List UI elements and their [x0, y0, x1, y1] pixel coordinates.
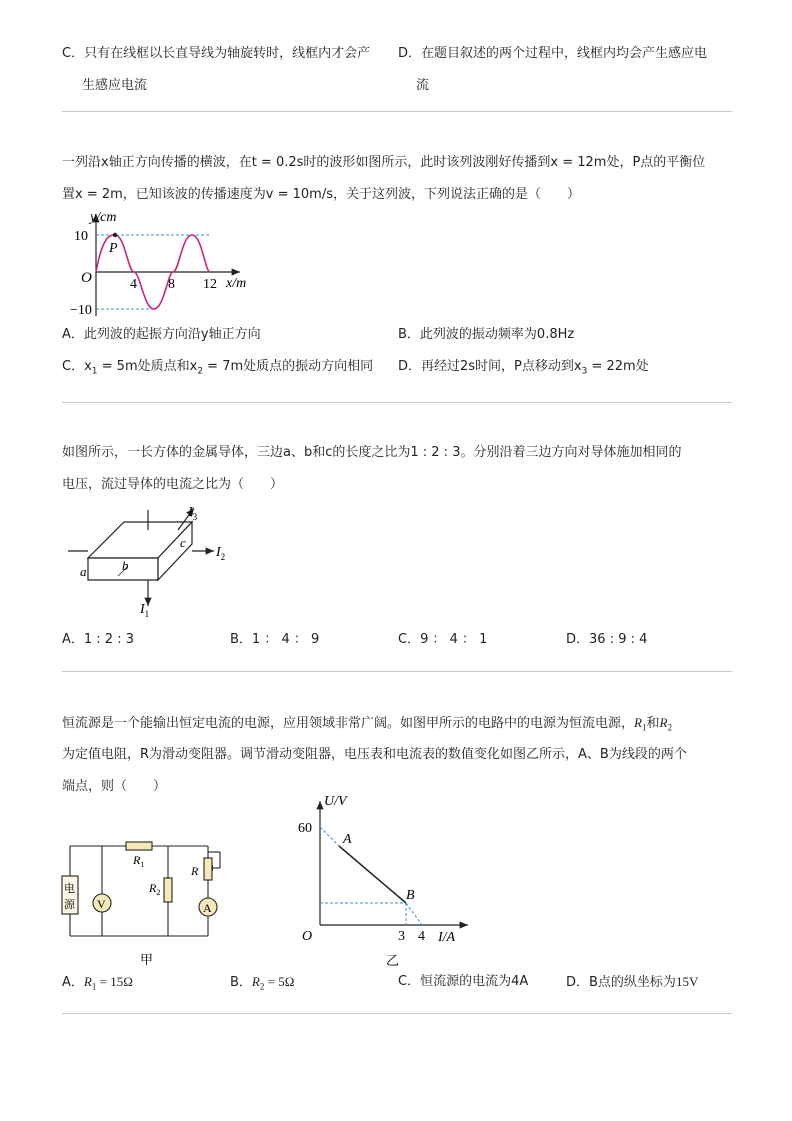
wave-y-tick-10: 10 [74, 229, 88, 244]
rheostat-r [204, 858, 212, 880]
source-option-b: B．$R_2 = 5\Omega$ [230, 974, 295, 992]
resistor-r2 [164, 878, 172, 902]
conductor-option-b: B．1 ： 4 ： 9 [230, 632, 320, 647]
circuit-caption: 甲 [140, 952, 154, 967]
wave-x-label: x/m [226, 276, 247, 291]
conductor-option-d: D．36 : 9 : 4 [566, 632, 648, 647]
edge-c-label: c [180, 535, 186, 550]
divider [62, 111, 732, 112]
source-option-a: A．$R_1 = 15\Omega$ [62, 974, 133, 992]
graph-x-tick-3: 3 [398, 929, 405, 944]
conductor-stem-line1: 如图所示，一长方体的金属导体，三边a、b和c的长度之比为1 : 2 : 3。分别沿着三边方向对导体施加相同的 [62, 445, 682, 460]
source-char-2: 源 [64, 899, 75, 911]
graph-origin: O [302, 929, 313, 944]
graph-point-a: A [343, 832, 352, 847]
wave-x-tick-8: 8 [168, 277, 175, 292]
wave-option-a: A．此列波的起振方向沿y轴正方向 [62, 327, 261, 342]
voltmeter-label: V [97, 897, 106, 911]
wave-origin: O [81, 270, 92, 286]
wave-y-tick-neg10: −10 [70, 303, 92, 318]
wave-option-d: D．再经过2s时间，P点移动到$x_3 = 22m$处 [398, 359, 649, 377]
ammeter-label: A [203, 901, 212, 915]
point-p [113, 233, 117, 237]
r2-label: $R_2$ [149, 881, 161, 897]
conductor-stem-line2: 电压，流过导体的电流之比为（ ） [62, 477, 284, 492]
wave-x-tick-4: 4 [130, 277, 137, 292]
divider [62, 1013, 732, 1014]
current-i1-label: $I_1$ [140, 602, 150, 619]
divider [62, 402, 732, 403]
graph-x-tick-4: 4 [418, 929, 425, 944]
graph-point-b: B [406, 888, 415, 903]
wave-stem-line2: 置x = 2m，已知该波的传播速度为v = 10m/s，关于这列波，下列说法正确的是（ ） [62, 187, 580, 202]
wave-stem-line1: 一列沿x轴正方向传播的横波，在t = 0.2s时的波形如图所示，此时该列波刚好传播到x = 12m处，P点的平衡位 [62, 155, 706, 170]
prev-option-c-line1: C．只有在线框以长直导线为轴旋转时，线框内才会产 [62, 46, 371, 61]
resistor-r1 [126, 842, 152, 850]
wave-figure [70, 210, 260, 322]
r1-label: $R_1$ [133, 853, 145, 869]
graph-x-label: I/A [438, 930, 456, 945]
graph-y-tick-60: 60 [298, 821, 312, 836]
wave-option-c: C．$x_1 = 5m$处质点和$x_2 = 7m$处质点的振动方向相同 [62, 359, 374, 377]
segment-ab [339, 846, 406, 903]
wave-point-p-label: P [109, 241, 118, 256]
r-label: R [191, 864, 199, 878]
wave-x-tick-12: 12 [203, 277, 217, 292]
conductor-option-a: A．1 : 2 : 3 [62, 632, 134, 647]
prev-option-d-line1: D．在题目叙述的两个过程中，线框内均会产生感应电 [398, 46, 708, 61]
divider [62, 671, 732, 672]
edge-a-label: a [80, 564, 87, 579]
current-i3-label: $I_3$ [188, 505, 198, 522]
prev-option-d-line2: 流 [416, 78, 430, 93]
prev-option-c-line2: 生感应电流 [82, 78, 148, 93]
source-stem-line3: 端点，则（ ） [62, 779, 167, 794]
graph-caption: 乙 [386, 953, 400, 968]
wave-y-label: y/cm [90, 210, 117, 225]
source-option-d: D．B点的纵坐标为15V [566, 974, 699, 990]
source-stem-line1: 恒流源是一个能输出恒定电流的电源，应用领域非常广阔。如图甲所示的电路中的电源为恒流电源，$R_1$和$R_2$ [62, 715, 672, 733]
current-i2-label: $I_2$ [216, 545, 226, 562]
source-char-1: 电 [64, 883, 75, 895]
graph-y-label: U/V [324, 795, 347, 809]
source-option-c: C．恒流源的电流为4A [398, 974, 529, 989]
wave-option-b: B．此列波的振动频率为0.8Hz [398, 327, 575, 342]
conductor-option-c: C．9 ： 4 ： 1 [398, 632, 488, 647]
source-stem-line2: 为定值电阻，R为滑动变阻器。调节滑动变阻器，电压表和电流表的数值变化如图乙所示，A、B为线段的两个 [62, 747, 687, 762]
edge-b-label: b [122, 558, 129, 573]
conductor-figure [66, 500, 236, 620]
ui-graph [290, 795, 480, 970]
circuit-figure [58, 832, 228, 972]
